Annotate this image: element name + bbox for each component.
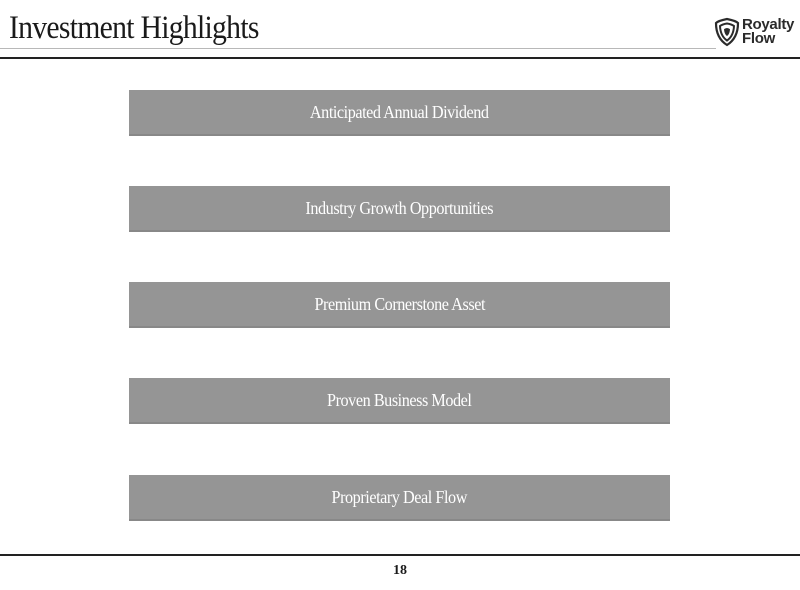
highlight-label: Proven Business Model	[327, 389, 472, 410]
title-divider	[0, 48, 716, 49]
highlight-label: Anticipated Annual Dividend	[310, 101, 489, 122]
header-divider	[0, 57, 800, 59]
logo-wordmark	[742, 18, 794, 46]
highlight-label: Industry Growth Opportunities	[305, 197, 494, 218]
footer-divider	[0, 554, 800, 556]
logo-line-2: Flow	[742, 30, 775, 47]
logo-line-1: Royalty	[742, 16, 795, 33]
page-title: Investment Highlights	[9, 10, 259, 46]
highlight-bar-asset	[129, 282, 670, 328]
highlight-bar-business-model	[129, 378, 670, 424]
shield-logo-icon	[714, 17, 740, 47]
highlight-label: Premium Cornerstone Asset	[314, 293, 485, 314]
royalty-flow-logo	[714, 13, 798, 51]
highlight-label: Proprietary Deal Flow	[331, 486, 468, 507]
highlight-bar-growth	[129, 186, 670, 232]
highlight-bar-deal-flow	[129, 475, 670, 521]
highlight-bar-dividend	[129, 90, 670, 136]
page-number: 18	[393, 563, 407, 578]
